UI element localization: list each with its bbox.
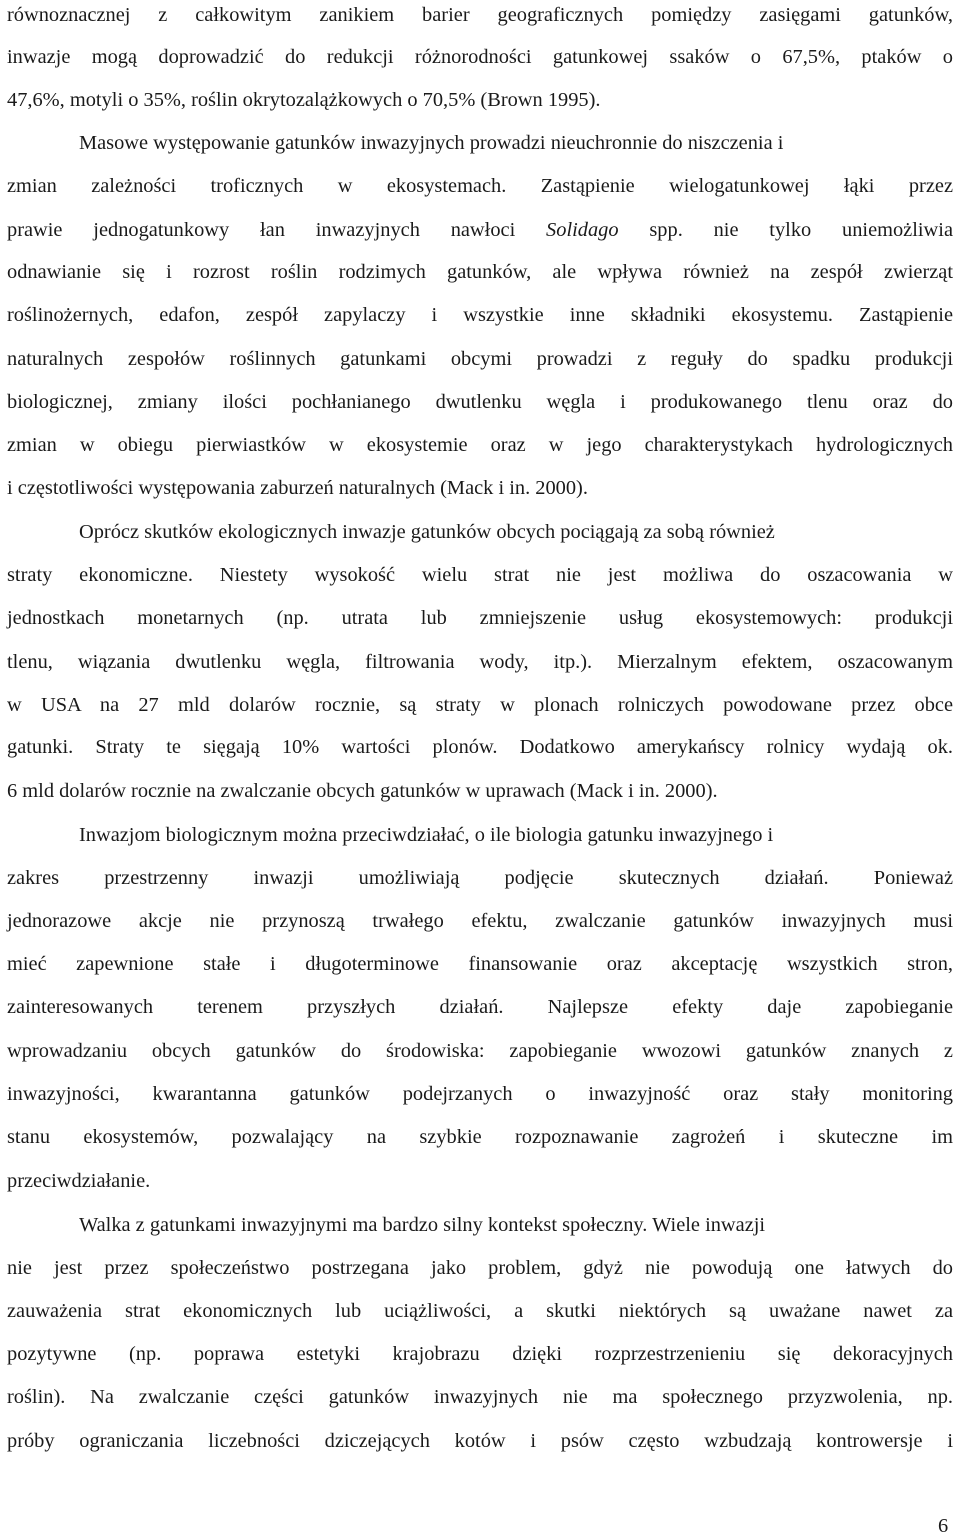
text-line: roślin). Na zwalczanie części gatunków inwazyjnych nie ma społecznego przyzwolenia, np. [7,1386,953,1408]
text-line-with-italic [7,218,953,242]
text-line: nie jest przez społeczeństwo postrzegana jako problem, gdyż nie powodują one łatwych do [7,1257,953,1279]
text-line: 6 mld dolarów rocznie na zwalczanie obcych gatunków w uprawach (Mack i in. 2000). [7,780,718,802]
text-line: Masowe występowanie gatunków inwazyjnych prowadzi nieuchronnie do niszczenia i [79,132,784,154]
text-line: biologicznej, zmiany ilości pochłanianego dwutlenku węgla i produkowanego tlenu oraz do [7,391,953,413]
text-line: odnawianie się i rozrost roślin rodzimych gatunków, ale wpływa również na zespół zwierząt [7,261,953,283]
text-line: zmian w obiegu pierwiastków w ekosystemie oraz w jego charakterystykach hydrologicznych [7,434,953,456]
text-line: tlenu, wiązania dwutlenku węgla, filtrowania wody, itp.). Mierzalnym efektem, oszacowanym [7,651,953,673]
text-line: naturalnych zespołów roślinnych gatunkami obcymi prowadzi z reguły do spadku produkcji [7,348,953,370]
text-line: jednostkach monetarnych (np. utrata lub zmniejszenie usług ekosystemowych: produkcji [7,607,953,629]
text-line: zakres przestrzenny inwazji umożliwiają podjęcie skutecznych działań. Ponieważ [7,867,953,889]
text-line: równoznacznej z całkowitym zanikiem barier geograficznych pomiędzy zasięgami gatunków, [7,4,953,26]
text-line: próby ograniczania liczebności dziczejących kotów i psów często wzbudzają kontrowersje i [7,1430,953,1452]
text-line: jednorazowe akcje nie przynoszą trwałego efektu, zwalczanie gatunków inwazyjnych musi [7,910,953,932]
text-line: stanu ekosystemów, pozwalający na szybkie rozpoznawanie zagrożeń i skuteczne im [7,1126,953,1148]
text-line: inwazyjności, kwarantanna gatunków podejrzanych o inwazyjność oraz stały monitoring [7,1083,953,1105]
text-line: roślinożernych, edafon, zespół zapylaczy i wszystkie inne składniki ekosystemu. Zastąpienie [7,304,953,326]
text-line: 47,6%, motyli o 35%, roślin okrytozalążkowych o 70,5% (Brown 1995). [7,89,601,111]
text-segment: prawie jednogatunkowy łan inwazyjnych nawłoci [7,219,547,241]
page-number: 6 [938,1515,949,1537]
text-line: Oprócz skutków ekologicznych inwazje gatunków obcych pociągają za sobą również [79,521,775,543]
text-line: Inwazjom biologicznym można przeciwdziałać, o ile biologia gatunku inwazyjnego i [79,824,774,846]
text-line: w USA na 27 mld dolarów rocznie, są straty w plonach rolniczych powodowane przez obce [7,694,953,716]
text-line: zainteresowanych terenem przyszłych działań. Najlepsze efekty daje zapobieganie [7,996,953,1018]
text-line: przeciwdziałanie. [7,1170,151,1192]
text-segment: spp. nie tylko uniemożliwia [618,219,953,241]
text-line: mieć zapewnione stałe i długoterminowe finansowanie oraz akceptację wszystkich stron, [7,953,953,975]
text-line: pozytywne (np. poprawa estetyki krajobrazu dzięki rozprzestrzenieniu się dekoracyjnych [7,1343,953,1365]
text-line: wprowadzaniu obcych gatunków do środowiska: zapobieganie wwozowi gatunków znanych z [7,1040,953,1062]
text-line: Walka z gatunkami inwazyjnymi ma bardzo silny kontekst społeczny. Wiele inwazji [79,1214,766,1236]
text-line: straty ekonomiczne. Niestety wysokość wielu strat nie jest możliwa do oszacowania w [7,564,953,586]
text-line: i częstotliwości występowania zaburzeń naturalnych (Mack i in. 2000). [7,477,588,499]
species-name: Solidago [546,219,619,241]
text-line: zauważenia strat ekonomicznych lub uciążliwości, a skutki niektórych są uważane nawet za [7,1300,953,1322]
text-line: inwazje mogą doprowadzić do redukcji różnorodności gatunkowej ssaków o 67,5%, ptaków o [7,46,953,68]
text-line: zmian zależności troficznych w ekosystemach. Zastąpienie wielogatunkowej łąki przez [7,175,953,197]
text-line: gatunki. Straty te sięgają 10% wartości plonów. Dodatkowo amerykańscy rolnicy wydają ok. [7,736,953,758]
